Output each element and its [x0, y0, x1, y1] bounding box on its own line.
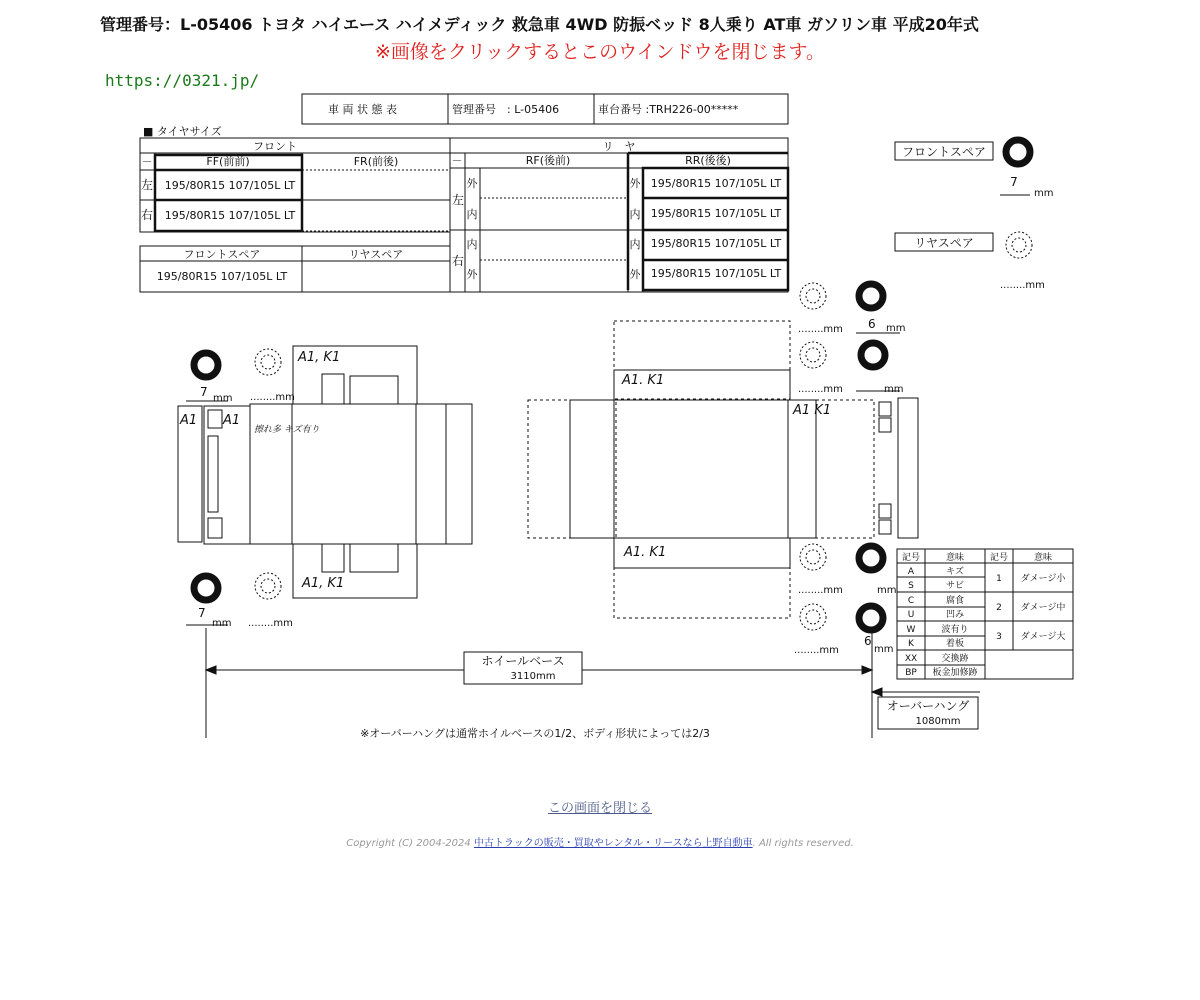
svg-text:mm: mm [877, 585, 897, 596]
svg-text:外: 外 [466, 268, 478, 281]
svg-text:........mm: ........mm [1000, 280, 1045, 291]
svg-text:右: 右 [451, 254, 465, 268]
svg-text:mm: mm [213, 393, 233, 404]
fr-tread-depth: 7 [198, 606, 206, 620]
wheelbase-label: ホイールベース [481, 654, 565, 668]
svg-text:サビ: サビ [945, 581, 965, 591]
front-spare-header: フロントスペア [183, 248, 261, 261]
svg-text:左: 左 [140, 178, 154, 192]
svg-text:ダメージ大: ダメージ大 [1020, 632, 1066, 642]
side-front-spare-label: フロントスペア [902, 145, 986, 159]
svg-text:波有り: 波有り [941, 625, 969, 635]
svg-text:mm: mm [874, 644, 894, 655]
svg-text:右: 右 [140, 208, 154, 222]
svg-text:ダメージ小: ダメージ小 [1020, 574, 1066, 584]
side-rear-spare-label: リヤスペア [914, 236, 974, 250]
rr-right-inner-size: 195/80R15 107/105L LT [650, 237, 782, 250]
svg-text:外: 外 [629, 177, 641, 190]
svg-text:内: 内 [629, 238, 641, 251]
front-spare-tire-icon [1006, 140, 1030, 164]
svg-text:3: 3 [996, 632, 1002, 642]
page-title: 管理番号：L-05406 トヨタ ハイエース ハイメディック 救急車 4WD 防振ベッド 8人乗り AT車 ガソリン車 平成20年式 [100, 15, 979, 34]
overhang-value: 1080mm [915, 716, 961, 727]
rr-left-outer-size: 195/80R15 107/105L LT [650, 177, 782, 190]
svg-text:外: 外 [629, 268, 641, 281]
damage-rear-right: A1 K1 [793, 403, 832, 418]
svg-text:........mm: ........mm [248, 618, 293, 629]
svg-text:mm: mm [884, 384, 904, 395]
close-notice[interactable]: ※画像をクリックするとこのウインドウを閉じます。 [374, 41, 826, 63]
svg-text:板金加修跡: 板金加修跡 [932, 668, 978, 678]
damage-rear-bottom: A1. K1 [624, 545, 667, 560]
damage-front-left: A1 [180, 413, 198, 428]
svg-text:XX: XX [904, 654, 918, 664]
svg-text:左: 左 [451, 193, 465, 207]
company-link[interactable]: 中古トラックの販売・買取やレンタル・リースなら上野自動車 [473, 838, 753, 849]
tire-size-label: ■ タイヤサイズ [143, 125, 222, 138]
svg-text:キズ: キズ [946, 567, 964, 577]
rr-right-outer-size: 195/80R15 107/105L LT [650, 267, 782, 280]
svg-text:........mm: ........mm [798, 585, 843, 596]
rr-lower-tread-depth: 6 [864, 634, 872, 648]
legend-table [897, 549, 1073, 679]
damage-front-left-2: A1 [223, 413, 241, 428]
svg-text:K: K [908, 639, 914, 649]
svg-text:記号: 記号 [901, 553, 921, 563]
copyright: Copyright (C) 2004-2024 中古トラックの販売・買取やレンタル・リースなら上野自動車. All rights reserved. [346, 838, 854, 849]
svg-text:U: U [907, 610, 915, 620]
overhang-label: オーバーハング [886, 699, 970, 713]
front-vehicle-diagram [178, 346, 472, 598]
svg-text:交換跡: 交換跡 [941, 654, 969, 664]
svg-text:........mm: ........mm [798, 324, 843, 335]
fr-header: FR(前後) [353, 155, 399, 168]
management-number: 管理番号 : L-05406 [452, 103, 560, 116]
overhang-note: ※オーバーハングは通常ホイルベースの1/2、ボディ形状によっては2/3 [360, 727, 710, 740]
ff-header: FF(前前) [206, 155, 250, 168]
svg-text:BP: BP [905, 668, 917, 678]
svg-text:........mm: ........mm [794, 645, 839, 656]
svg-text:内: 内 [466, 238, 478, 251]
svg-text:内: 内 [629, 208, 641, 221]
damage-front-bottom: A1, K1 [302, 576, 345, 591]
svg-text:内: 内 [466, 208, 478, 221]
site-url: https://0321.jp/ [105, 71, 260, 90]
svg-text:外: 外 [466, 177, 478, 190]
svg-text:凹み: 凹み [945, 610, 965, 620]
svg-text:mm: mm [886, 323, 906, 334]
rr-header: RR(後後) [685, 154, 731, 167]
fl-tire-icon [194, 353, 218, 377]
svg-text:W: W [906, 625, 916, 635]
damage-rear-top: A1. K1 [622, 373, 665, 388]
rr-right-inner-tire-icon [859, 546, 883, 570]
form-title: 車 両 状 態 表 [328, 103, 397, 116]
fl-tread-depth: 7 [200, 385, 208, 399]
svg-text:腐食: 腐食 [945, 596, 965, 606]
svg-text:意味: 意味 [945, 553, 965, 563]
front-spare-size: 195/80R15 107/105L LT [156, 270, 288, 283]
svg-text:1: 1 [996, 574, 1002, 584]
rear-spare-header: リヤスペア [348, 248, 404, 261]
wheelbase-value: 3110mm [510, 671, 556, 682]
front-label: フロント [253, 140, 297, 153]
chassis-number: 車台番号 :TRH226-00***** [598, 103, 739, 116]
svg-text:A: A [907, 567, 915, 577]
rr-upper-tread-depth: 6 [868, 317, 876, 331]
rear-label: リ ヤ [602, 140, 636, 153]
rear-vehicle-diagram [528, 321, 921, 618]
rf-header: RF(後前) [525, 154, 571, 167]
rr-right-outer-tire-icon [859, 606, 883, 630]
side-front-spare-depth: 7 [1010, 175, 1018, 189]
fr-tire-icon [194, 576, 218, 600]
close-window-link[interactable]: この画面を閉じる [547, 801, 652, 816]
damage-front-note: 擦れ多 キズ有り [254, 425, 320, 435]
svg-text:........mm: ........mm [798, 384, 843, 395]
rr-left-inner-tire-icon [861, 343, 885, 367]
damage-front-top: A1, K1 [298, 350, 341, 365]
svg-text:mm: mm [212, 618, 232, 629]
svg-text:mm: mm [1034, 188, 1054, 199]
ff-left-size: 195/80R15 107/105L LT [164, 179, 296, 192]
svg-text:S: S [908, 581, 914, 591]
svg-text:ダメージ中: ダメージ中 [1020, 603, 1066, 613]
rr-left-outer-tire-icon [859, 284, 883, 308]
rr-left-inner-size: 195/80R15 107/105L LT [650, 207, 782, 220]
svg-text:記号: 記号 [989, 553, 1009, 563]
svg-text:－: － [141, 155, 153, 168]
svg-text:2: 2 [996, 603, 1002, 613]
svg-text:C: C [907, 596, 915, 606]
svg-text:着板: 着板 [945, 639, 965, 649]
svg-text:意味: 意味 [1033, 553, 1053, 563]
svg-text:－: － [451, 154, 463, 167]
ff-right-size: 195/80R15 107/105L LT [164, 209, 296, 222]
svg-text:........mm: ........mm [250, 392, 295, 403]
